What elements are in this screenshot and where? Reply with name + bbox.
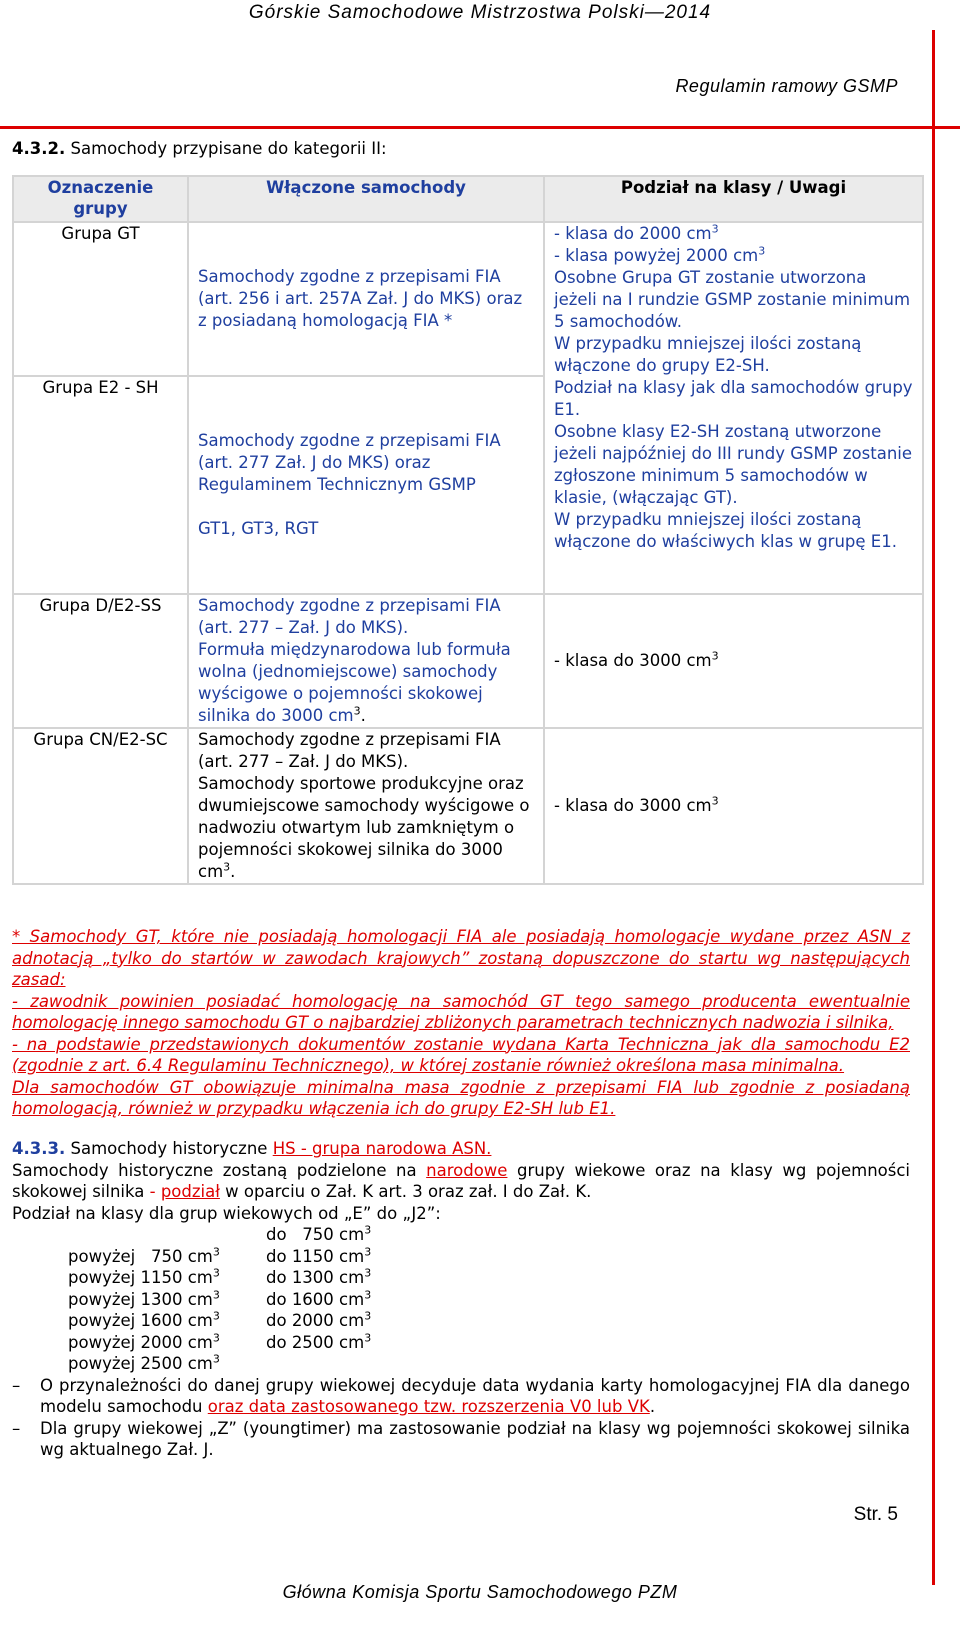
section-heading (12, 139, 387, 158)
footnote-paragraph: - na podstawie przedstawionych dokumentów zostanie wydana Karta Techniczna jak dla samochodu E2 (zgodnie z art. 6.4 Regulaminu Technicznego), w której zostanie również określona masa minimalna. (12, 1034, 910, 1075)
subsection-heading: 4.3.3. Samochody historyczne HS - grupa narodowa ASN. (12, 1139, 492, 1158)
group-name: Grupa GT (13, 222, 188, 376)
classes-cell: - klasa do 3000 $cm^3$ (544, 594, 923, 728)
table-row (13, 728, 923, 884)
bullet-item: – O przynależności do danej grupy wiekowej decyduje data wydania karty homologacyjnej FIA dla danego modelu samochodu oraz data zastosowanego tzw. rozszerzenia V0 lub VK. (12, 1375, 910, 1416)
footnote-paragraph: - zawodnik powinien posiadać homologację na samochód GT tego samego producenta ewentualnie homologację innego samochodu GT o najbardziej zbliżonych parametrach technicznych nadwozia i silnika, (12, 991, 910, 1032)
header-group: Oznaczenie grupy (13, 176, 188, 222)
group-name: Grupa CN/E2-SC (13, 728, 188, 884)
footnote-paragraph: * Samochody GT, które nie posiadają homologacji FIA ale posiadają homologacje wydane przez ASN z adnotacją „tylko do startów w zawodach krajowych” zostaną dopuszczone do startu wg następujących zasad: (12, 927, 910, 989)
document-footer: Główna Komisja Sportu Samochodowego PZM (282, 1582, 678, 1602)
group-name: Grupa D/E2-SS (13, 594, 188, 728)
capacity-class-list (12, 1224, 910, 1375)
groups-table (12, 175, 924, 885)
body-paragraph: Podział na klasy dla grup wiekowych od „E” do „J2”: (12, 1203, 441, 1223)
table-row (13, 594, 923, 728)
cars-text: Samochody zgodne z przepisami FIA (art. 277 – Zał. J do MKS). (198, 596, 501, 637)
margin-line-vertical (932, 30, 935, 1585)
table-row (13, 222, 923, 376)
note-paragraph: Osobne klasy E2-SH zostaną utworzone jeżeli najpóźniej do III rundy GSMP zostanie zgłoszone minimum 5 samochodów w klasie, (włączając GT). (554, 422, 913, 507)
list-item: powyżej 1150 $cm^3$ do 1300 $cm^3$ (68, 1266, 372, 1287)
section-4-3-3 (12, 1138, 910, 1461)
cars-text: Samochody zgodne z przepisami FIA (art. 277 Zał. J do MKS) oraz Regulaminem Technicznym GSMP (198, 431, 501, 494)
cars-text: GT1, GT3, RGT (198, 519, 319, 538)
cars-text: Samochody sportowe produkcyjne oraz dwumiejscowe samochody wyścigowe o nadwoziu otwartym lub zamkniętym o pojemności skokowej silnika do 3000 $cm^3$. (198, 774, 530, 881)
page-number: Str. 5 (853, 1504, 898, 1525)
classes-notes-cell (544, 222, 923, 594)
section-number: 4.3.2. (12, 139, 66, 158)
list-item: powyżej 1300 $cm^3$ do 1600 $cm^3$ (68, 1288, 372, 1309)
list-item: powyżej 2500 $cm^3$ (68, 1352, 220, 1373)
margin-line-horizontal (0, 126, 960, 129)
cars-text: Samochody zgodne z przepisami FIA (art. 256 i art. 257A Zał. J do MKS) oraz z posiadaną homologacją FIA * (198, 267, 523, 330)
cars-cell (188, 594, 544, 728)
table-header-row (13, 176, 923, 222)
note-line: - klasa do 2000 $cm^3$ (554, 222, 719, 243)
group-name: Grupa E2 - SH (13, 376, 188, 594)
note-paragraph: W przypadku mniejszej ilości zostaną włączone do grupy E2-SH. (554, 334, 862, 375)
list-item: powyżej 750 $cm^3$ do 1150 $cm^3$ (68, 1245, 372, 1266)
section-title: Samochody przypisane do kategorii II: (70, 139, 387, 158)
note-line: - klasa powyżej 2000 $cm^3$ (554, 244, 766, 265)
document-header-subtitle: Regulamin ramowy GSMP (675, 76, 898, 96)
note-paragraph: Osobne Grupa GT zostanie utworzona jeżeli na I rundzie GSMP zostanie minimum 5 samochodów. (554, 268, 911, 331)
cars-text: Samochody zgodne z przepisami FIA (art. 277 – Zał. J do MKS). (198, 730, 501, 771)
cars-cell (188, 222, 544, 376)
body-paragraph: Samochody historyczne zostaną podzielone na narodowe grupy wiekowe oraz na klasy wg pojemności skokowej silnika - podział w oparciu o Zał. K art. 3 oraz zał. I do Zał. K. (12, 1160, 911, 1201)
header-cars: Włączone samochody (188, 176, 544, 222)
list-item: powyżej 1600 $cm^3$ do 2000 $cm^3$ (68, 1309, 372, 1330)
bullet-item: – Dla grupy wiekowej „Z” (youngtimer) ma zastosowanie podział na klasy wg pojemności skokowej silnika wg aktualnego Zał. J. (12, 1418, 910, 1459)
cars-cell (188, 376, 544, 594)
document-header-title: Górskie Samochodowe Mistrzostwa Polski—2014 (248, 2, 712, 23)
cars-text: Formuła międzynarodowa lub formuła wolna (jednomiejscowe) samochody wyścigowe o pojemności skokowej silnika do 3000 $cm^3$. (198, 640, 511, 725)
note-paragraph: Podział na klasy jak dla samochodów grupy E1. (554, 378, 913, 419)
list-item: powyżej 2000 $cm^3$ do 2500 $cm^3$ (68, 1331, 372, 1352)
classes-cell: - klasa do 3000 $cm^3$ (544, 728, 923, 884)
gt-footnote (12, 926, 910, 1120)
list-item: do 750 $cm^3$ (266, 1223, 372, 1244)
header-classes: Podział na klasy / Uwagi (544, 176, 923, 222)
footnote-paragraph: Dla samochodów GT obowiązuje minimalna masa zgodnie z przepisami FIA lub zgodnie z posiadaną homologacją, również w przypadku włączenia ich do grupy E2-SH lub E1. (12, 1077, 910, 1118)
note-paragraph: W przypadku mniejszej ilości zostaną włączone do właściwych klas w grupę E1. (554, 510, 897, 551)
cars-cell (188, 728, 544, 884)
